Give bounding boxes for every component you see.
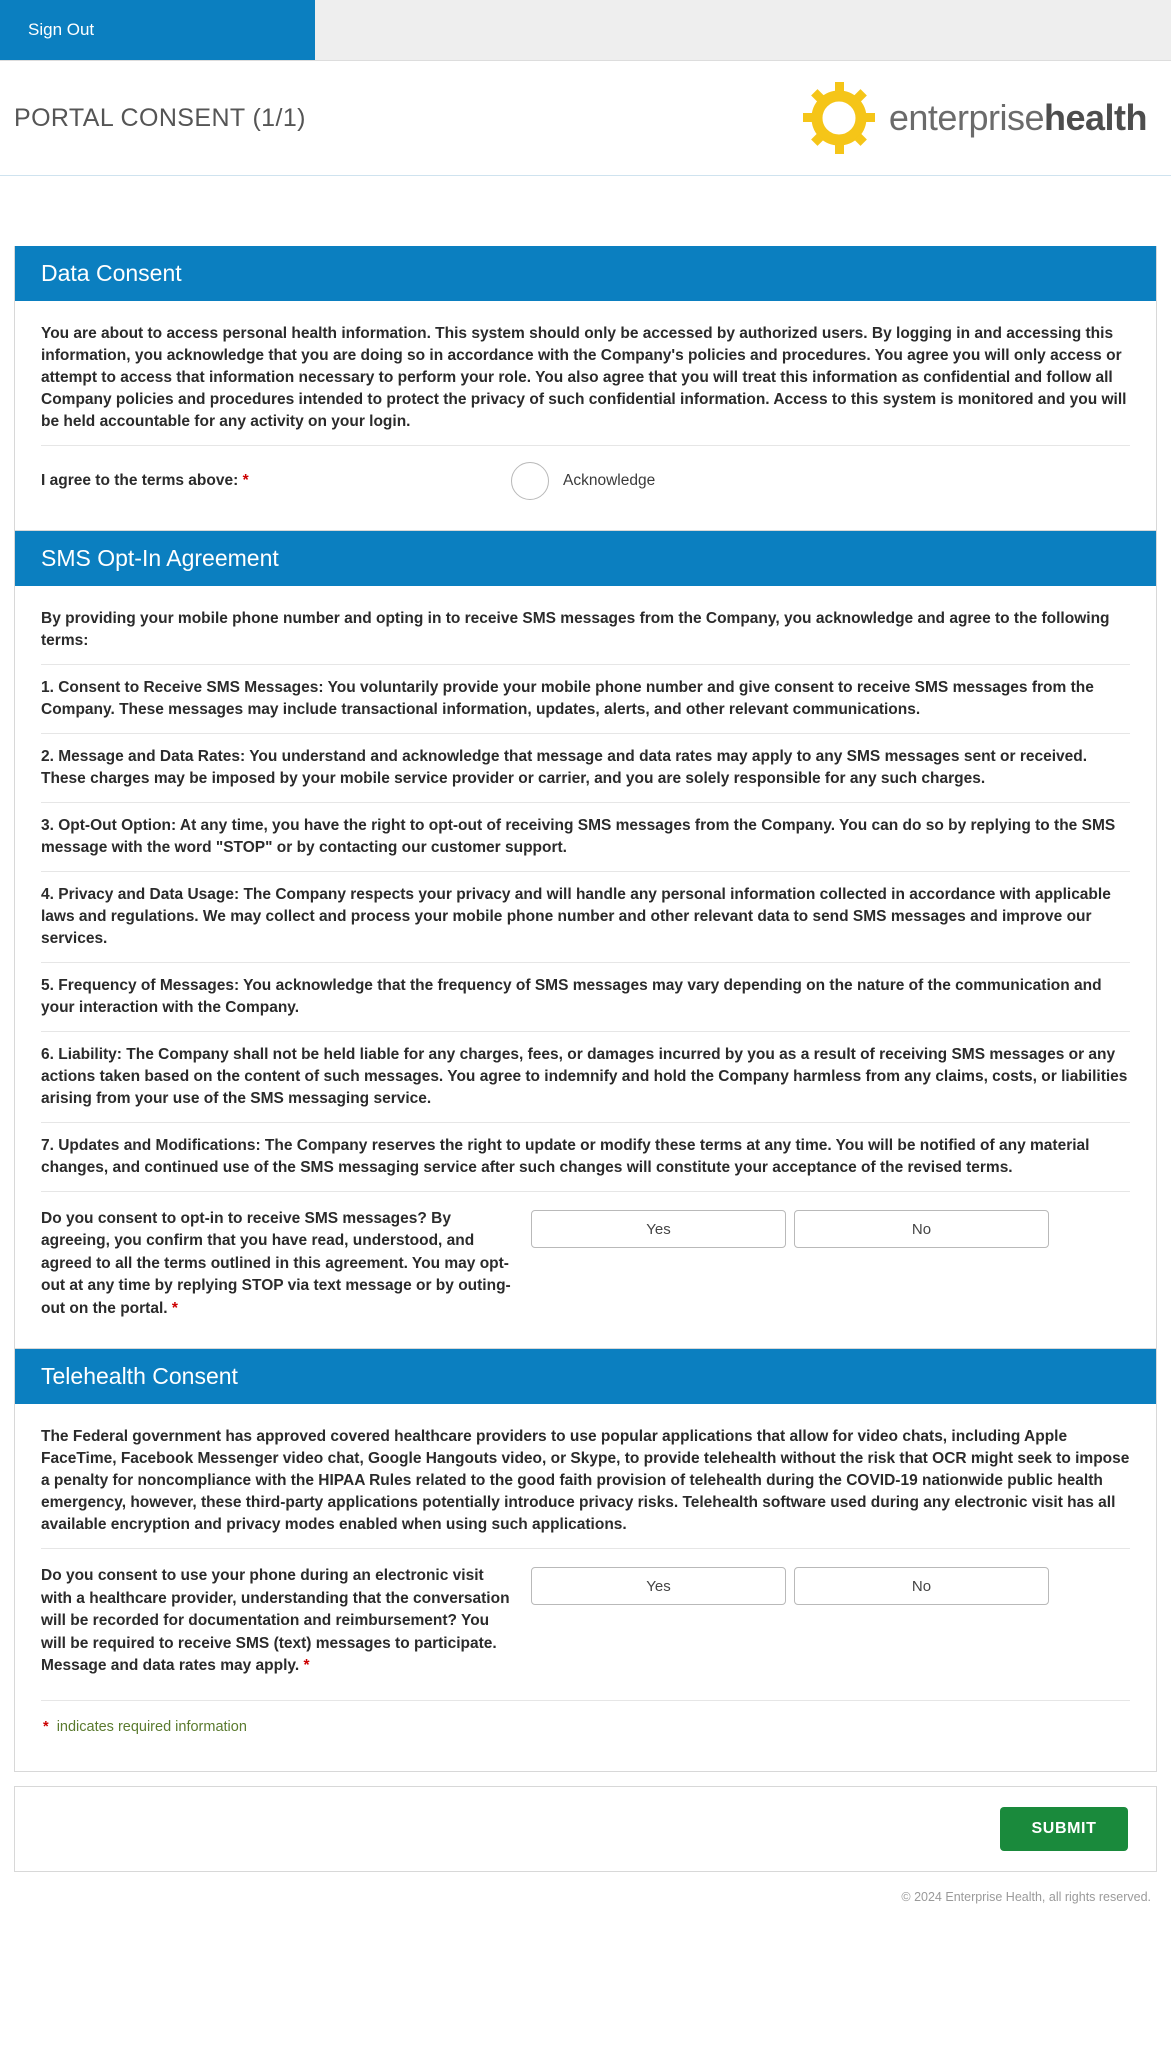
required-marker: * (43, 1718, 49, 1735)
brand-name-primary: enterprise (888, 97, 1044, 138)
panel-title-telehealth-consent: Telehealth Consent (15, 1349, 1156, 1404)
telehealth-consent-question-label (41, 1565, 511, 1677)
panel-title-sms-opt-in: SMS Opt-In Agreement (15, 531, 1156, 586)
panel-body-data-consent (15, 301, 1156, 530)
paragraph: 4. Privacy and Data Usage: The Company respects your privacy and will handle any personal information collected in accordance with applicable laws and regulations. We may collect and process your mobile phone number and other relevant data to send SMS messages and improve our services. (41, 871, 1130, 962)
acknowledge-row (41, 445, 1130, 520)
panel-sms-opt-in (14, 531, 1157, 1349)
sms-consent-yes-button[interactable]: Yes (531, 1210, 786, 1248)
submit-bar (14, 1786, 1157, 1872)
page-header (0, 61, 1171, 176)
paragraph: You are about to access personal health information. This system should only be accessed by authorized users. By logging in and accessing this information, you acknowledge that you are doing so in accordance with the Company's policies and procedures. You agree you will only access or attempt to access that information necessary to perform your role. You also agree that you will treat this information as confidential and follow all Company policies and procedures intended to protect the privacy of such confidential information. Access to this system is monitored and you will be held accountable for any activity on your login. (41, 325, 1127, 430)
brand-logo-area (803, 82, 1157, 154)
panel-body-sms-opt-in (15, 586, 1156, 1348)
acknowledge-option-label: Acknowledge (563, 472, 656, 489)
submit-button[interactable]: SUBMIT (1000, 1807, 1128, 1851)
brand-wordmark (889, 97, 1147, 139)
sms-consent-question-row (41, 1191, 1130, 1338)
header-spacer (0, 176, 1171, 246)
panel-data-consent (14, 246, 1157, 531)
paragraph: By providing your mobile phone number and opting in to receive SMS messages from the Company, you acknowledge and agree to the following terms: (41, 610, 1110, 649)
panel-telehealth-consent (14, 1349, 1157, 1771)
brand-name-secondary: health (1043, 97, 1147, 138)
sms-consent-question-text: Do you consent to opt-in to receive SMS messages? By agreeing, you confirm that you have read, understood, and agreed to all the terms outlined in this agreement. You may opt-out at any time by replying STOP via text message or by outing-out on the portal. (41, 1210, 511, 1317)
consent-forms (14, 246, 1157, 1772)
required-information-note-text: indicates required information (56, 1718, 247, 1735)
acknowledge-label (41, 472, 511, 490)
sign-out-button[interactable] (0, 0, 315, 60)
sign-out-label: Sign Out (28, 20, 95, 39)
acknowledge-label-text: I agree to the terms above: (41, 472, 239, 489)
footer-copyright: © 2024 Enterprise Health, all rights reserved. (901, 1889, 1151, 1904)
sms-consent-no-button[interactable]: No (794, 1210, 1049, 1248)
panel-body-telehealth-consent (15, 1404, 1156, 1770)
required-information-note (41, 1700, 1130, 1761)
panel-title-data-consent: Data Consent (15, 246, 1156, 301)
sms-consent-answer-buttons (531, 1208, 1049, 1248)
required-marker: * (171, 1299, 178, 1317)
paragraph: 6. Liability: The Company shall not be held liable for any charges, fees, or damages incurred by you as a result of receiving SMS messages or any actions taken based on the content of such messages. You agree to indemnify and hold the Company harmless from any claims, costs, or liabilities arising from your use of the SMS messaging service. (41, 1031, 1130, 1122)
paragraph: 1. Consent to Receive SMS Messages: You voluntarily provide your mobile phone number and give consent to receive SMS messages from the Company. These messages may include transactional information, updates, alerts, and other relevant communications. (41, 664, 1130, 733)
acknowledge-radio[interactable] (511, 462, 549, 500)
required-marker: * (242, 472, 249, 489)
sun-logo-icon (803, 82, 875, 154)
telehealth-consent-yes-button[interactable]: Yes (531, 1567, 786, 1605)
page-title: PORTAL CONSENT (1/1) (14, 103, 306, 132)
paragraph: 2. Message and Data Rates: You understand and acknowledge that message and data rates may apply to any SMS messages sent or received. These charges may be imposed by your mobile service provider or carrier, and you are solely responsible for any such charges. (41, 733, 1130, 802)
required-marker: * (303, 1657, 310, 1675)
paragraph: 3. Opt-Out Option: At any time, you have the right to opt-out of receiving SMS messages from the Company. You can do so by replying to the SMS message with the word "STOP" or by contacting our customer support. (41, 802, 1130, 871)
telehealth-consent-no-button[interactable]: No (794, 1567, 1049, 1605)
paragraph: 5. Frequency of Messages: You acknowledge that the frequency of SMS messages may vary depending on the nature of the communication and your interaction with the Company. (41, 962, 1130, 1031)
telehealth-consent-answer-buttons (531, 1565, 1049, 1605)
paragraph: The Federal government has approved covered healthcare providers to use popular applications that allow for video chats, including Apple FaceTime, Facebook Messenger video chat, Google Hangouts video, or Skype, to provide telehealth without the risk that OCR might seek to impose a penalty for noncompliance with the HIPAA Rules related to the good faith provision of telehealth during the COVID-19 nationwide public health emergency, however, these third-party applications potentially introduce privacy risks. Telehealth software used during any electronic visit has all available encryption and privacy modes enabled when using such applications. (41, 1428, 1130, 1534)
telehealth-consent-question-row (41, 1548, 1130, 1695)
paragraph: 7. Updates and Modifications: The Company reserves the right to update or modify these terms at any time. You will be notified of any material changes, and continued use of the SMS messaging service after such changes will constitute your acceptance of the revised terms. (41, 1122, 1130, 1191)
sms-consent-question-label (41, 1208, 511, 1320)
telehealth-consent-question-text: Do you consent to use your phone during an electronic visit with a healthcare provider, understanding that the conversation will be recorded for documentation and reimbursement? You will be required to receive SMS (text) messages to participate. Message and data rates may apply. (41, 1567, 510, 1675)
top-bar (0, 0, 1171, 61)
acknowledge-control (511, 462, 655, 500)
